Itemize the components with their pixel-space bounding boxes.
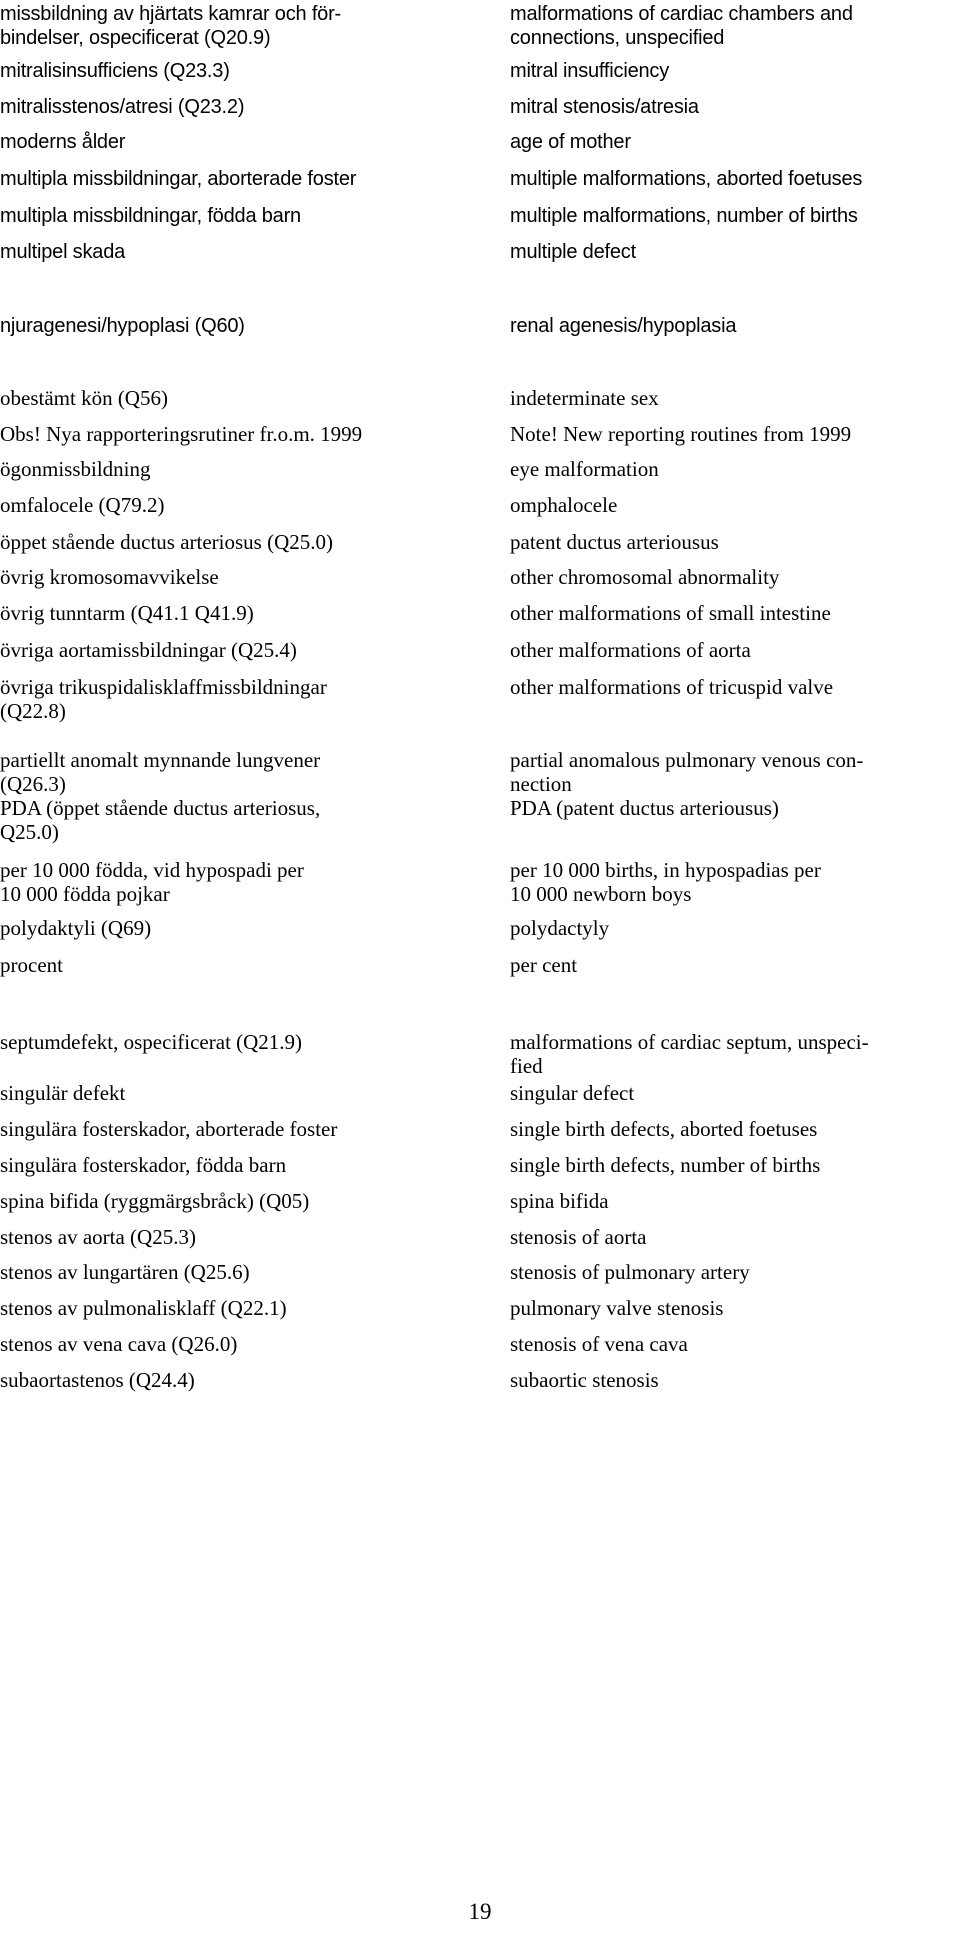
swedish-term: moderns ålder xyxy=(0,131,126,153)
english-term: single birth defects, number of births xyxy=(510,1153,821,1177)
english-term: stenosis of vena cava xyxy=(510,1332,688,1356)
english-term: other chromosomal abnormality xyxy=(510,565,780,589)
english-term: renal agenesis/hypoplasia xyxy=(510,315,737,337)
swedish-term: stenos av lungartären (Q25.6) xyxy=(0,1260,250,1284)
swedish-term: övriga aortamissbildningar (Q25.4) xyxy=(0,638,297,662)
english-term: other malformations of tricuspid valve xyxy=(510,675,834,699)
swedish-term: övrig kromosomavvikelse xyxy=(0,565,219,589)
english-term: partial anomalous pulmonary venous con- nection xyxy=(510,748,864,796)
swedish-term: PDA (öppet stående ductus arteriosus, Q25.0) xyxy=(0,796,321,844)
swedish-term: spina bifida (ryggmärgsbråck) (Q05) xyxy=(0,1189,310,1213)
english-term: stenosis of aorta xyxy=(510,1225,647,1249)
swedish-term: singulära fosterskador, födda barn xyxy=(0,1153,287,1177)
english-term: per 10 000 births, in hypospadias per 10 000 newborn boys xyxy=(510,858,821,906)
english-term: subaortic stenosis xyxy=(510,1368,659,1392)
english-term: other malformations of aorta xyxy=(510,638,751,662)
swedish-term: subaortastenos (Q24.4) xyxy=(0,1368,195,1392)
swedish-term: övriga trikuspidalisklaffmissbildningar (Q22.8) xyxy=(0,675,327,723)
english-term: per cent xyxy=(510,953,578,977)
english-term: stenosis of pulmonary artery xyxy=(510,1260,750,1284)
english-term: multiple malformations, number of births xyxy=(510,205,858,227)
english-term: multiple malformations, aborted foetuses xyxy=(510,168,863,190)
english-term: eye malformation xyxy=(510,457,659,481)
english-term: other malformations of small intestine xyxy=(510,601,831,625)
english-term: polydactyly xyxy=(510,916,610,940)
english-term: patent ductus arteriousus xyxy=(510,530,719,554)
swedish-term: polydaktyli (Q69) xyxy=(0,916,152,940)
swedish-term: missbildning av hjärtats kamrar och för- bindelser, ospecificerat (Q20.9) xyxy=(0,3,342,49)
swedish-term: stenos av pulmonalisklaff (Q22.1) xyxy=(0,1296,287,1320)
english-term: mitral insufficiency xyxy=(510,60,670,82)
swedish-term: njuragenesi/hypoplasi (Q60) xyxy=(0,315,245,337)
swedish-term: per 10 000 födda, vid hypospadi per 10 000 födda pojkar xyxy=(0,858,304,906)
english-term: single birth defects, aborted foetuses xyxy=(510,1117,818,1141)
english-term: indeterminate sex xyxy=(510,386,659,410)
english-term: malformations of cardiac chambers and connections, unspecified xyxy=(510,3,853,49)
english-term: malformations of cardiac septum, unspeci- fied xyxy=(510,1030,869,1078)
swedish-term: multipla missbildningar, födda barn xyxy=(0,205,301,227)
swedish-term: Obs! Nya rapporteringsrutiner fr.o.m. 1999 xyxy=(0,422,363,446)
english-term: multiple defect xyxy=(510,241,636,263)
english-term: age of mother xyxy=(510,131,631,153)
swedish-term: procent xyxy=(0,953,63,977)
swedish-term: obestämt kön (Q56) xyxy=(0,386,168,410)
swedish-term: multipla missbildningar, aborterade foster xyxy=(0,168,357,190)
swedish-term: öppet stående ductus arteriosus (Q25.0) xyxy=(0,530,333,554)
english-term: omphalocele xyxy=(510,493,618,517)
english-term: mitral stenosis/atresia xyxy=(510,96,699,118)
swedish-term: mitralisinsufficiens (Q23.3) xyxy=(0,60,230,82)
english-term: pulmonary valve stenosis xyxy=(510,1296,724,1320)
swedish-term: mitralisstenos/atresi (Q23.2) xyxy=(0,96,245,118)
swedish-term: ögonmissbildning xyxy=(0,457,151,481)
swedish-term: stenos av vena cava (Q26.0) xyxy=(0,1332,238,1356)
page-number: 19 xyxy=(468,1899,492,1924)
swedish-term: singulär defekt xyxy=(0,1081,126,1105)
swedish-term: omfalocele (Q79.2) xyxy=(0,493,165,517)
swedish-term: övrig tunntarm (Q41.1 Q41.9) xyxy=(0,601,254,625)
english-term: spina bifida xyxy=(510,1189,609,1213)
swedish-term: singulära fosterskador, aborterade foster xyxy=(0,1117,338,1141)
english-term: PDA (patent ductus arteriousus) xyxy=(510,796,779,820)
english-term: singular defect xyxy=(510,1081,635,1105)
swedish-term: septumdefekt, ospecificerat (Q21.9) xyxy=(0,1030,303,1054)
swedish-term: stenos av aorta (Q25.3) xyxy=(0,1225,196,1249)
swedish-term: partiellt anomalt mynnande lungvener (Q26.3) xyxy=(0,748,321,796)
english-term: Note! New reporting routines from 1999 xyxy=(510,422,852,446)
swedish-term: multipel skada xyxy=(0,241,126,263)
